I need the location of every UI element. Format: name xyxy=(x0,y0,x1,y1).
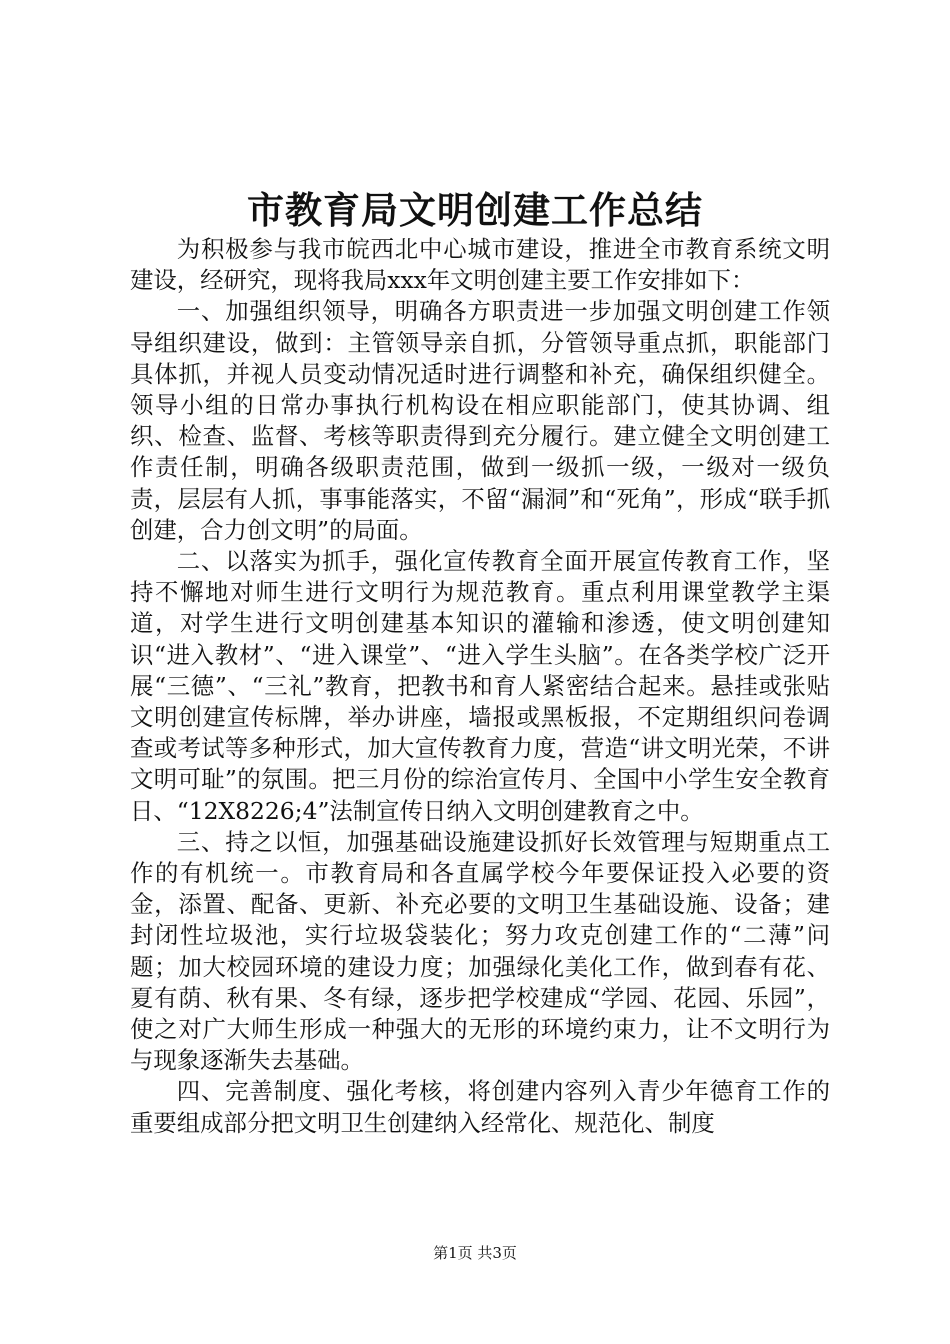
document-body xyxy=(130,234,830,1139)
page-title: 市教育局文明创建工作总结 xyxy=(247,188,703,232)
paragraph-section-2: 二、以落实为抓手，强化宣传教育全面开展宣传教育工作，坚持不懈地对师生进行文明行为规范教育。重点利用课堂教学主渠道，对学生进行文明创建基本知识的灌输和渗透，使文明创建知识“进入教材”、“进入课堂”、“进入学生头脑”。在各类学校广泛开展“三德”、“三礼”教育，把教书和育人紧密结合起来。悬挂或张贴文明创建宣传标牌，举办讲座，墙报或黑板报，不定期组织问卷调查或考试等多种形式，加大宣传教育力度，营造“讲文明光荣，不讲文明可耻”的氛围。把三月份的综治宣传月、全国中小学生安全教育日、“12X8226;4”法制宣传日纳入文明创建教育之中。 xyxy=(130,547,830,825)
paragraph-section-1: 一、加强组织领导，明确各方职责进一步加强文明创建工作领导组织建设，做到：主管领导亲自抓，分管领导重点抓，职能部门具体抓，并视人员变动情况适时进行调整和补充，确保组织健全。领导小组的日常办事执行机构设在相应职能部门，使其协调、组织、检查、监督、考核等职责得到充分履行。建立健全文明创建工作责任制，明确各级职责范围，做到一级抓一级，一级对一级负责，层层有人抓，事事能落实，不留“漏洞”和“死角”，形成“联手抓创建，合力创文明”的局面。 xyxy=(130,297,830,544)
paragraph-section-3: 三、持之以恒，加强基础设施建设抓好长效管理与短期重点工作的有机统一。市教育局和各直属学校今年要保证投入必要的资金，添置、配备、更新、补充必要的文明卫生基础设施、设备；建封闭性垃圾池，实行垃圾袋装化；努力攻克创建工作的“二薄”问题；加大校园环境的建设力度；加强绿化美化工作，做到春有花、夏有荫、秋有果、冬有绿，逐步把学校建成“学园、花园、乐园”，使之对广大师生形成一种强大的无形的环境约束力，让不文明行为与现象逐渐失去基础。 xyxy=(130,827,830,1075)
paragraph-section-4: 四、完善制度、强化考核，将创建内容列入青少年德育工作的重要组成部分把文明卫生创建纳入经常化、规范化、制度 xyxy=(130,1077,830,1137)
page-footer: 第1页 共3页 xyxy=(433,1244,517,1262)
paragraph-intro: 为积极参与我市皖西北中心城市建设，推进全市教育系统文明建设，经研究，现将我局xxx年文明创建主要工作安排如下： xyxy=(130,235,830,295)
